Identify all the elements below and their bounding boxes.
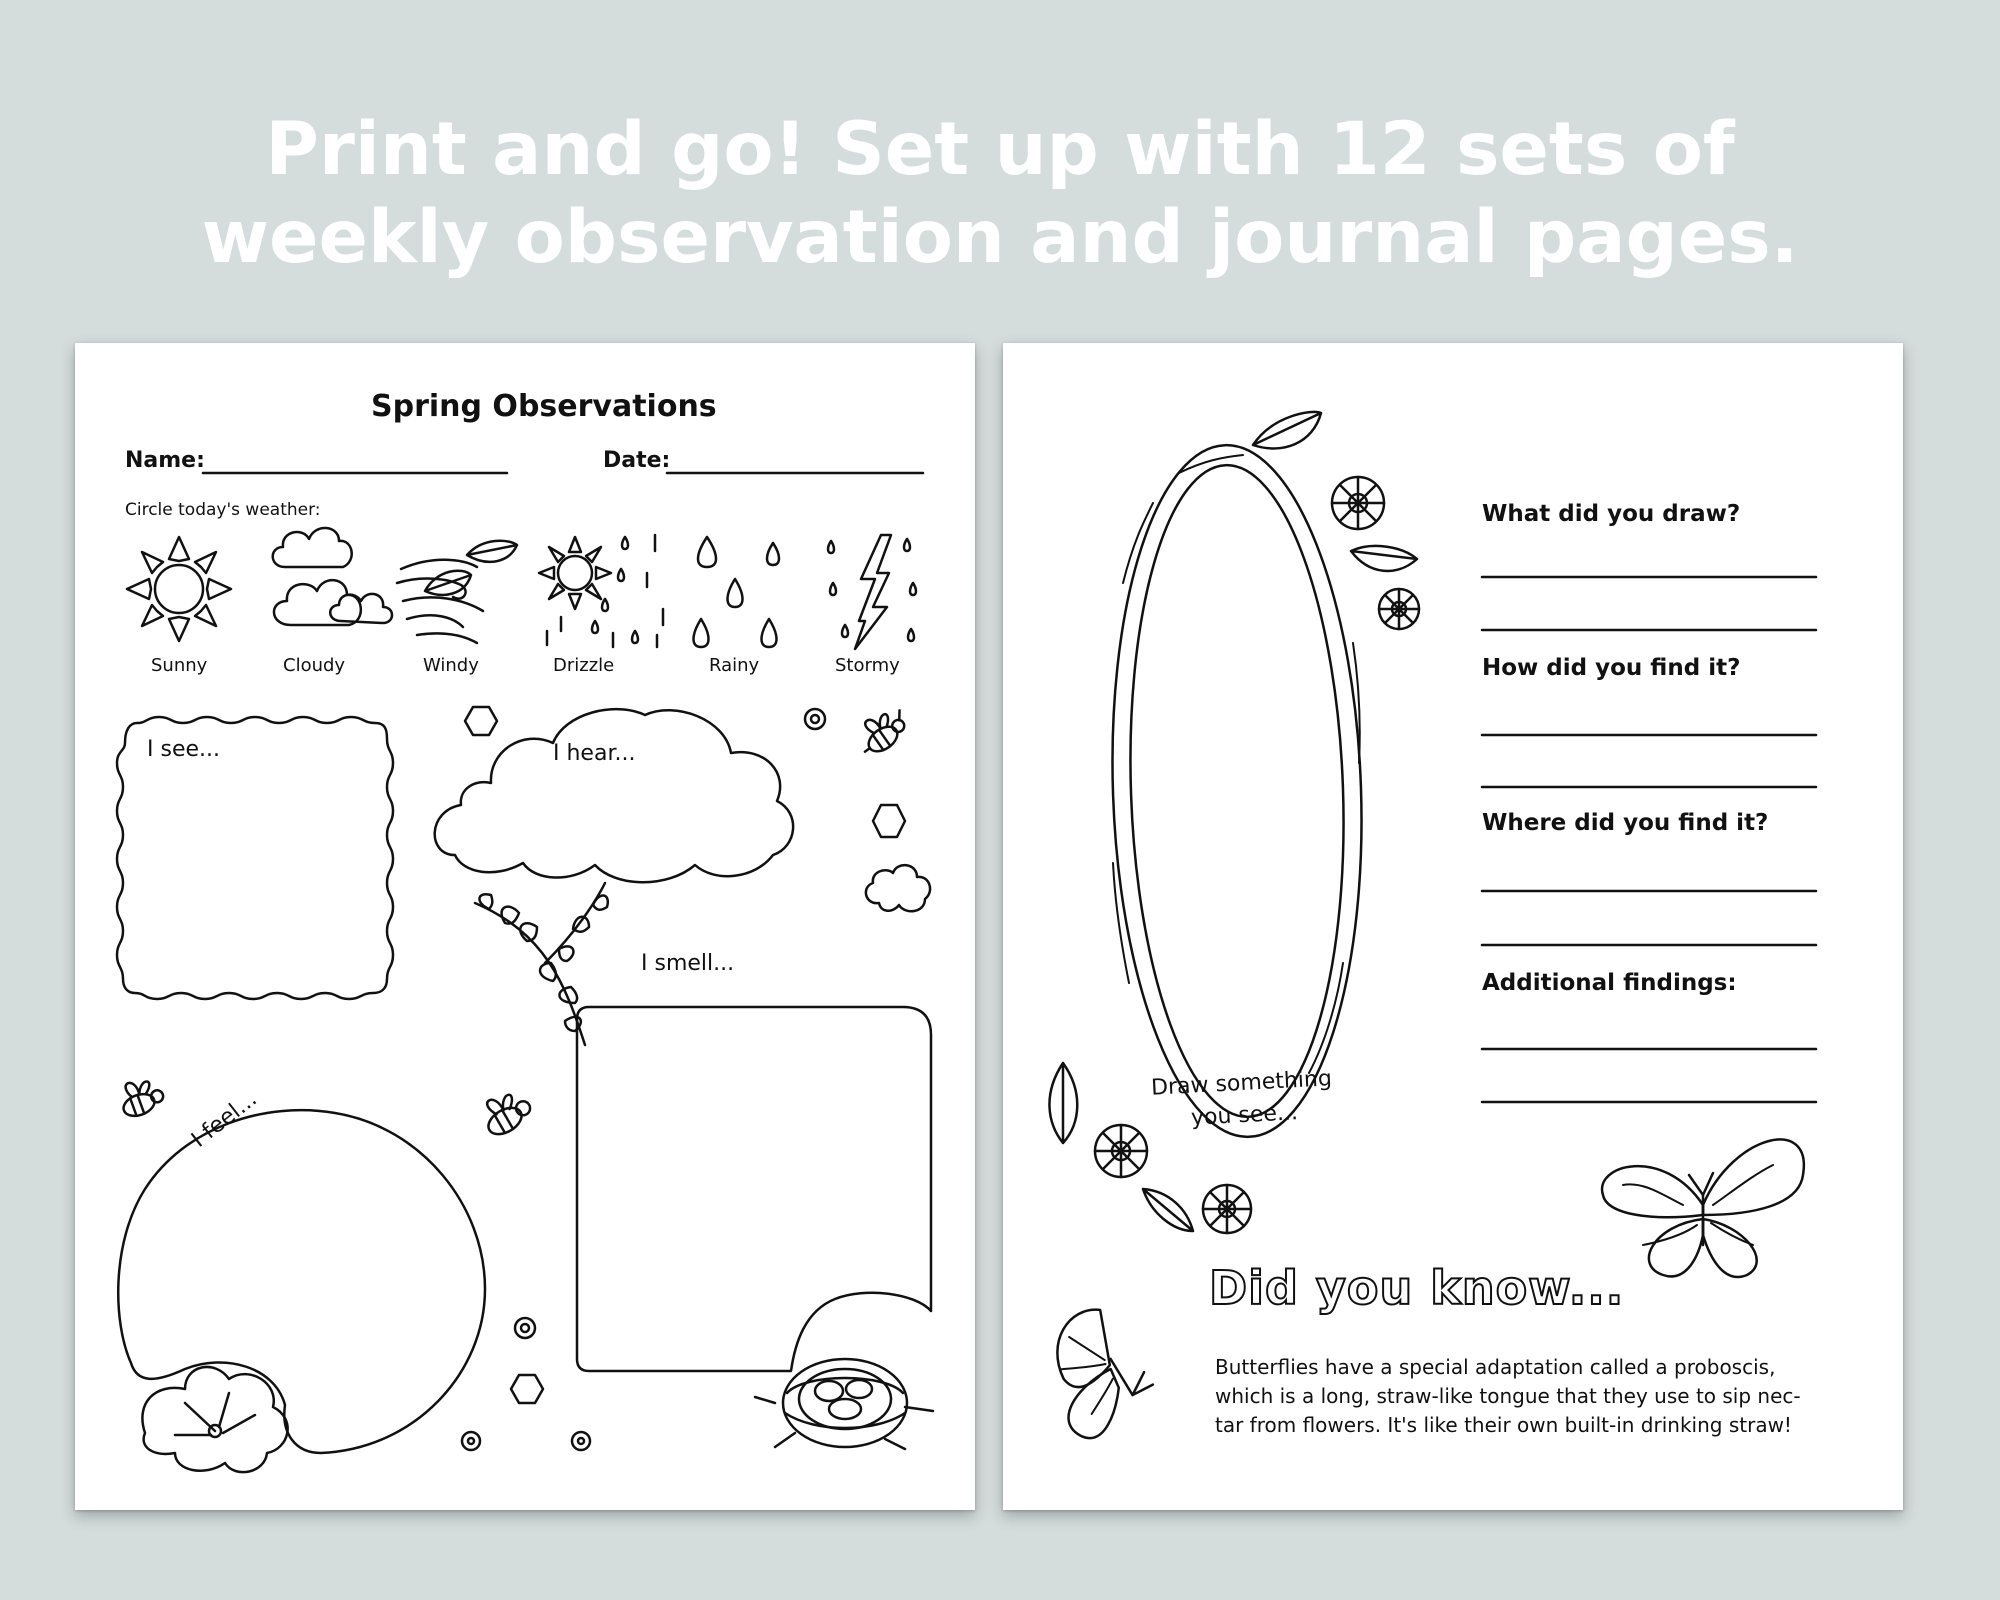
weather-label-rainy[interactable]: Rainy bbox=[709, 655, 760, 676]
journal-artwork bbox=[1003, 343, 1903, 1510]
small-flower-icon bbox=[572, 1432, 590, 1450]
flower-icon bbox=[142, 1367, 287, 1472]
see-label: I see... bbox=[147, 737, 220, 762]
weather-label-stormy[interactable]: Stormy bbox=[835, 655, 900, 676]
headline-line-2: weekly observation and journal pages. bbox=[201, 195, 1799, 280]
did-you-know-heading: Did you know... bbox=[1209, 1261, 1625, 1315]
small-cloud-icon bbox=[866, 865, 930, 911]
drawing-frame bbox=[1101, 441, 1373, 1141]
headline bbox=[0, 106, 2000, 282]
journal-page bbox=[1003, 343, 1903, 1510]
name-label: Name: bbox=[125, 448, 205, 473]
headline-line-1: Print and go! Set up with 12 sets of bbox=[265, 107, 1735, 192]
fact-line: which is a long, straw-like tongue that they use to sip nec- bbox=[1215, 1384, 1801, 1408]
question-what-draw: What did you draw? bbox=[1482, 501, 1741, 527]
hexagon-icon bbox=[873, 805, 905, 837]
feel-circle bbox=[118, 1110, 485, 1453]
observation-worksheet-page bbox=[75, 343, 975, 1510]
frame-prompt-line-1: Draw something bbox=[1150, 1066, 1333, 1101]
weather-label-cloudy[interactable]: Cloudy bbox=[283, 655, 346, 676]
feel-label: I feel... bbox=[187, 1086, 262, 1153]
rain-icon bbox=[694, 537, 780, 647]
fact-text bbox=[1215, 1353, 1801, 1440]
hexagon-icon bbox=[465, 707, 497, 735]
leafy-branch-icon bbox=[475, 883, 608, 1045]
weather-label-sunny[interactable]: Sunny bbox=[151, 655, 208, 676]
small-flower-icon bbox=[462, 1432, 480, 1450]
question-additional: Additional findings: bbox=[1482, 970, 1737, 996]
smell-label: I smell... bbox=[641, 951, 735, 976]
frame-prompt-line-2: you see... bbox=[1190, 1100, 1299, 1131]
fact-line: tar from flowers. It's like their own built-in drinking straw! bbox=[1215, 1413, 1792, 1437]
nest-icon bbox=[755, 1359, 933, 1449]
date-label: Date: bbox=[603, 448, 671, 473]
cloud-icon bbox=[273, 528, 392, 625]
smell-box bbox=[577, 1007, 931, 1371]
fact-line: Butterflies have a special adaptation called a proboscis, bbox=[1215, 1355, 1776, 1379]
page-title: Spring Observations bbox=[371, 389, 717, 424]
bee-icon bbox=[477, 1084, 536, 1139]
sun-icon bbox=[127, 537, 231, 641]
weather-label-windy[interactable]: Windy bbox=[423, 655, 479, 676]
question-how-find: How did you find it? bbox=[1482, 655, 1741, 681]
bee-icon bbox=[851, 702, 913, 760]
small-flower-icon bbox=[515, 1318, 535, 1338]
drizzle-icon bbox=[539, 535, 663, 647]
weather-label-drizzle[interactable]: Drizzle bbox=[553, 655, 615, 676]
butterfly-icon bbox=[1047, 1301, 1161, 1442]
butterfly-icon bbox=[1602, 1139, 1804, 1277]
small-flower-icon bbox=[805, 709, 825, 729]
hexagon-icon bbox=[511, 1375, 543, 1403]
question-where-find: Where did you find it? bbox=[1482, 810, 1769, 836]
bee-icon bbox=[116, 1073, 167, 1120]
storm-icon bbox=[828, 535, 916, 649]
weather-prompt: Circle today's weather: bbox=[125, 500, 321, 520]
hear-label: I hear... bbox=[553, 741, 636, 766]
drawing-frame-inner bbox=[1120, 461, 1355, 1120]
wind-icon bbox=[397, 541, 517, 643]
